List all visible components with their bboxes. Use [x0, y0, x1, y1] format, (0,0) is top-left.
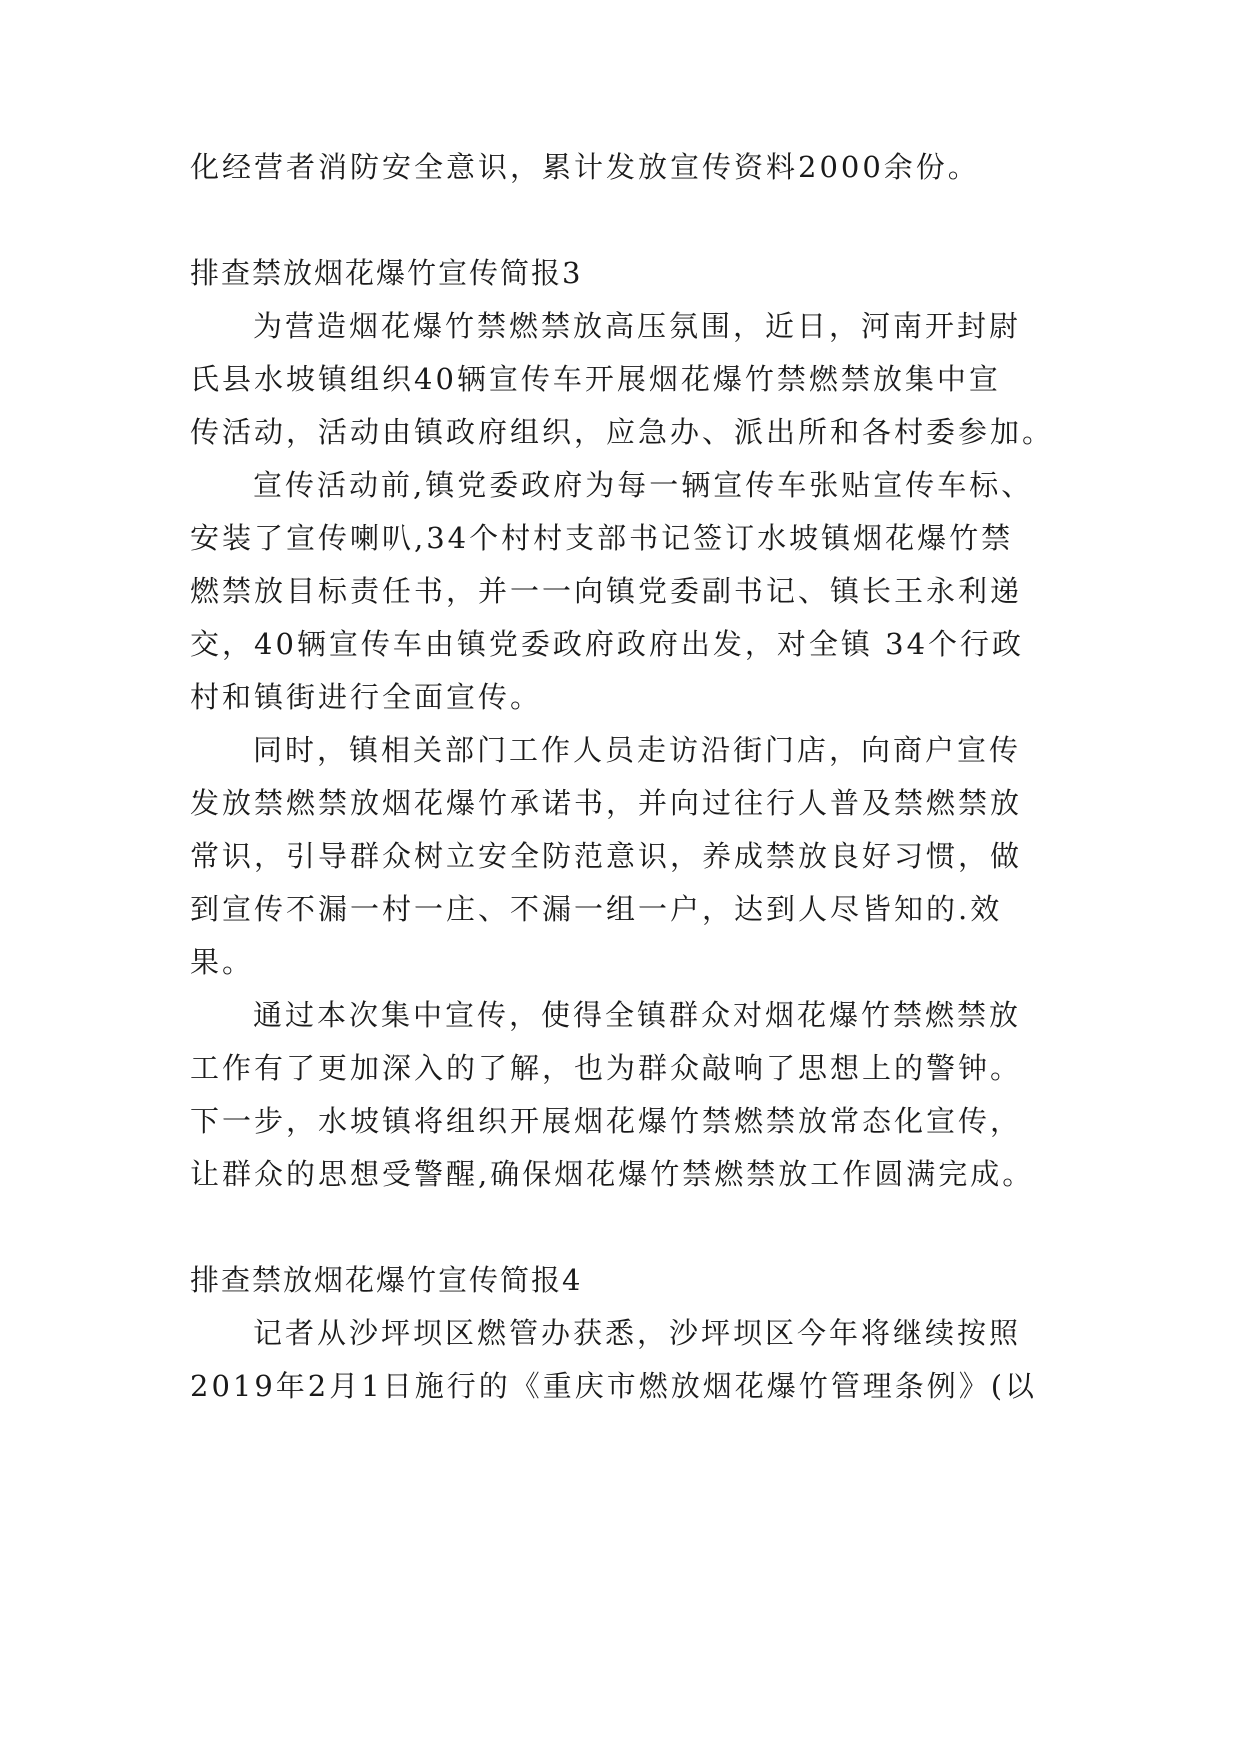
paragraph-line: 果。: [190, 945, 255, 979]
paragraph-line: 交，40辆宣传车由镇党委政府政府出发，对全镇 34个行政: [190, 627, 1025, 661]
paragraph-line: 记者从沙坪坝区燃管办获悉，沙坪坝区今年将继续按照: [253, 1316, 1022, 1350]
paragraph-line: 2019年2月1日施行的《重庆市燃放烟花爆竹管理条例》(以: [190, 1369, 1038, 1403]
paragraph-line: 下一步，水坡镇将组织开展烟花爆竹禁燃禁放常态化宣传，: [190, 1104, 1023, 1138]
section-heading: 排查禁放烟花爆竹宣传简报4: [190, 1263, 583, 1297]
paragraph-line: 让群众的思想受警醒,确保烟花爆竹禁燃禁放工作圆满完成。: [190, 1157, 1035, 1191]
paragraph-line: 为营造烟花爆竹禁燃禁放高压氛围，近日，河南开封尉: [253, 309, 1022, 343]
paragraph-line: 通过本次集中宣传，使得全镇群众对烟花爆竹禁燃禁放: [253, 998, 1022, 1032]
paragraph-line: 同时，镇相关部门工作人员走访沿街门店，向商户宣传: [253, 733, 1022, 767]
text-line: 化经营者消防安全意识，累计发放宣传资料2000余份。: [190, 150, 980, 184]
paragraph-line: 工作有了更加深入的了解，也为群众敲响了思想上的警钟。: [190, 1051, 1023, 1085]
paragraph-line: 发放禁燃禁放烟花爆竹承诺书，并向过往行人普及禁燃禁放: [190, 786, 1023, 820]
paragraph-line: 氏县水坡镇组织40辆宣传车开展烟花爆竹禁燃禁放集中宣: [190, 362, 1001, 396]
section-heading: 排查禁放烟花爆竹宣传简报3: [190, 256, 583, 290]
paragraph-line: 常识，引导群众树立安全防范意识，养成禁放良好习惯，做: [190, 839, 1023, 873]
paragraph-line: 安装了宣传喇叭,34个村村支部书记签订水坡镇烟花爆竹禁: [190, 521, 1014, 555]
paragraph-line: 到宣传不漏一村一庄、不漏一组一户，达到人尽皆知的.效: [190, 892, 1003, 926]
paragraph-line: 宣传活动前,镇党委政府为每一辆宣传车张贴宣传车标、: [253, 468, 1034, 502]
paragraph-line: 燃禁放目标责任书，并一一向镇党委副书记、镇长王永利递: [190, 574, 1023, 608]
paragraph-line: 村和镇街进行全面宣传。: [190, 680, 543, 714]
paragraph-line: 传活动，活动由镇政府组织，应急办、派出所和各村委参加。: [190, 415, 1055, 449]
